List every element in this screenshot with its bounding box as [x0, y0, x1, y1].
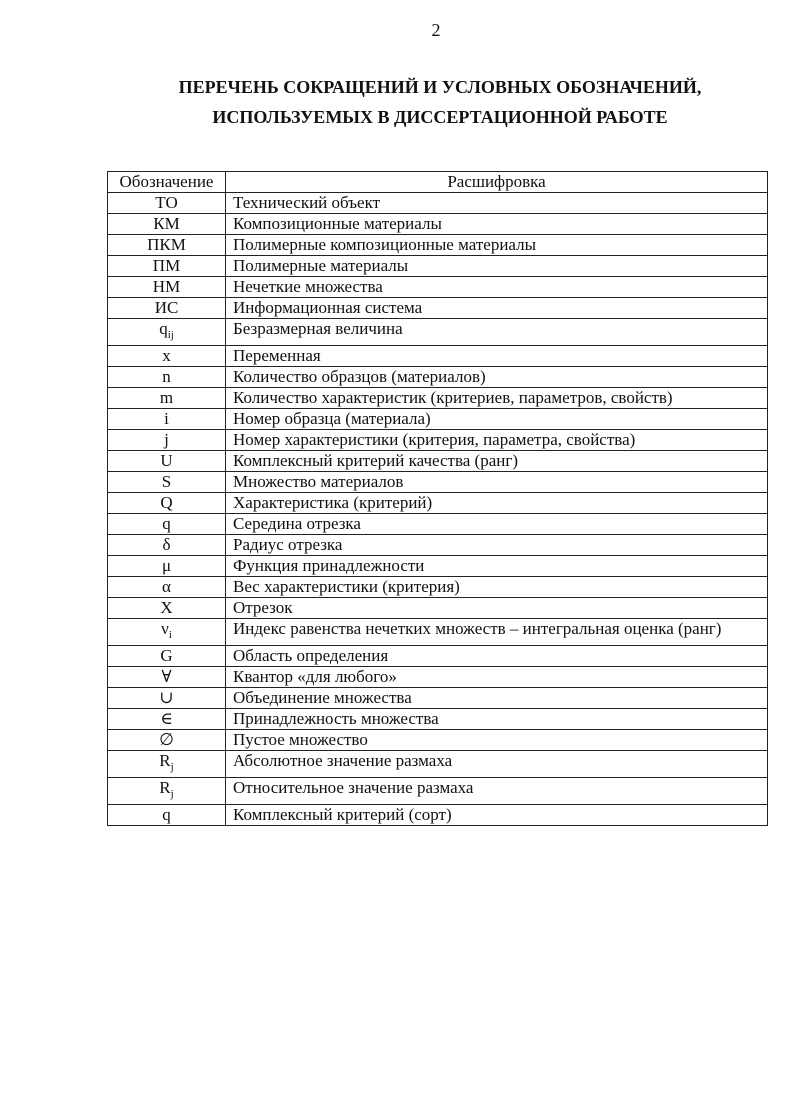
symbol-cell: [108, 298, 226, 319]
abbreviations-table: [107, 171, 768, 826]
symbol-text: НМ: [152, 277, 181, 296]
page-title: [100, 72, 780, 132]
symbol-cell: [108, 619, 226, 646]
symbol-text: ν: [161, 619, 169, 638]
meaning-cell: Нечеткие множества: [226, 277, 768, 298]
table-row: [108, 277, 768, 298]
symbol-cell: [108, 514, 226, 535]
meaning-cell: Номер образца (материала): [226, 409, 768, 430]
meaning-cell: Индекс равенства нечетких множеств – интегральная оценка (ранг): [226, 619, 768, 646]
meaning-cell: Переменная: [226, 346, 768, 367]
title-line-2: ИСПОЛЬЗУЕМЫХ В ДИССЕРТАЦИОННОЙ РАБОТЕ: [212, 107, 668, 127]
title-line-1: ПЕРЕЧЕНЬ СОКРАЩЕНИЙ И УСЛОВНЫХ ОБОЗНАЧЕНИЙ,: [178, 77, 702, 97]
symbol-text: q: [159, 319, 168, 338]
meaning-cell: Середина отрезка: [226, 514, 768, 535]
table-row: [108, 367, 768, 388]
meaning-cell: Количество образцов (материалов): [226, 367, 768, 388]
table-row: [108, 193, 768, 214]
table-row: [108, 667, 768, 688]
symbol-text: μ: [161, 556, 172, 575]
table-row: [108, 598, 768, 619]
meaning-cell: Комплексный критерий качества (ранг): [226, 451, 768, 472]
symbol-text: G: [160, 646, 173, 665]
symbol-text: j: [164, 430, 169, 449]
meaning-cell: Квантор «для любого»: [226, 667, 768, 688]
table-header-row: [108, 172, 768, 193]
symbol-text: ПКМ: [147, 235, 186, 254]
table-row: [108, 319, 768, 346]
meaning-cell: Полимерные композиционные материалы: [226, 235, 768, 256]
meaning-cell: Комплексный критерий (сорт): [226, 805, 768, 826]
meaning-cell: Информационная система: [226, 298, 768, 319]
meaning-cell: Множество материалов: [226, 472, 768, 493]
symbol-text: ПМ: [152, 256, 181, 275]
table-row: [108, 514, 768, 535]
meaning-cell: Область определения: [226, 646, 768, 667]
table-row: [108, 493, 768, 514]
symbol-text: R: [159, 778, 171, 797]
meaning-cell: Отрезок: [226, 598, 768, 619]
symbol-cell: [108, 493, 226, 514]
symbol-text: R: [159, 751, 171, 770]
symbol-cell: [108, 193, 226, 214]
symbol-text: ∈: [160, 709, 173, 728]
table-row: [108, 346, 768, 367]
page-number: 2: [431, 20, 441, 40]
meaning-cell: Безразмерная величина: [226, 319, 768, 346]
symbol-subscript: i: [168, 629, 172, 641]
meaning-cell: Принадлежность множества: [226, 709, 768, 730]
symbol-text: δ: [162, 535, 171, 554]
symbol-text: ∅: [159, 730, 174, 749]
symbol-cell: [108, 388, 226, 409]
symbol-text: α: [162, 577, 171, 596]
table-row: [108, 451, 768, 472]
symbol-text: X: [160, 598, 173, 617]
symbol-text: ∀: [161, 667, 172, 686]
symbol-cell: [108, 256, 226, 277]
symbol-cell: [108, 235, 226, 256]
symbol-cell: [108, 430, 226, 451]
symbol-text: КМ: [153, 214, 180, 233]
meaning-cell: Вес характеристики (критерия): [226, 577, 768, 598]
meaning-cell: Характеристика (критерий): [226, 493, 768, 514]
meaning-cell: Полимерные материалы: [226, 256, 768, 277]
meaning-cell: Номер характеристики (критерия, параметра, свойства): [226, 430, 768, 451]
table-row: [108, 298, 768, 319]
symbol-cell: [108, 556, 226, 577]
meaning-cell: Радиус отрезка: [226, 535, 768, 556]
symbol-cell: [108, 277, 226, 298]
symbol-cell: [108, 472, 226, 493]
symbol-subscript: j: [170, 788, 174, 800]
table-row: [108, 619, 768, 646]
symbol-text: ТО: [155, 193, 178, 212]
meaning-cell: Относительное значение размаха: [226, 778, 768, 805]
symbol-text: U: [160, 451, 173, 470]
meaning-cell: Технический объект: [226, 193, 768, 214]
table-row: [108, 430, 768, 451]
table-row: [108, 388, 768, 409]
table-row: [108, 778, 768, 805]
table-row: [108, 805, 768, 826]
symbol-cell: [108, 409, 226, 430]
symbol-text: n: [162, 367, 171, 386]
table-row: [108, 472, 768, 493]
column-header-meaning: Расшифровка: [226, 172, 768, 193]
symbol-cell: [108, 535, 226, 556]
symbol-text: q: [162, 514, 171, 533]
symbol-cell: [108, 451, 226, 472]
meaning-cell: Количество характеристик (критериев, параметров, свойств): [226, 388, 768, 409]
symbol-text: i: [164, 409, 169, 428]
meaning-cell: Пустое множество: [226, 730, 768, 751]
table-row: [108, 256, 768, 277]
symbol-cell: [108, 751, 226, 778]
meaning-cell: Объединение множества: [226, 688, 768, 709]
meaning-cell: Функция принадлежности: [226, 556, 768, 577]
symbol-subscript: j: [170, 761, 174, 773]
meaning-cell: Абсолютное значение размаха: [226, 751, 768, 778]
symbol-cell: [108, 598, 226, 619]
table-row: [108, 730, 768, 751]
table-body: [108, 193, 768, 826]
table-row: [108, 556, 768, 577]
table-row: [108, 577, 768, 598]
symbol-text: m: [159, 388, 174, 407]
symbol-cell: [108, 577, 226, 598]
symbol-text: Q: [160, 493, 173, 512]
symbol-cell: [108, 646, 226, 667]
table-row: [108, 235, 768, 256]
table-row: [108, 709, 768, 730]
meaning-cell: Композиционные материалы: [226, 214, 768, 235]
symbol-cell: [108, 319, 226, 346]
symbol-cell: [108, 805, 226, 826]
table-row: [108, 751, 768, 778]
symbol-text: q: [162, 805, 171, 824]
table-row: [108, 214, 768, 235]
symbol-cell: [108, 667, 226, 688]
symbol-text: S: [161, 472, 172, 491]
table-row: [108, 646, 768, 667]
symbol-text: ИС: [154, 298, 179, 317]
symbol-cell: [108, 688, 226, 709]
symbol-text: ∪: [159, 688, 174, 707]
symbol-cell: [108, 778, 226, 805]
table-row: [108, 688, 768, 709]
symbol-cell: [108, 709, 226, 730]
symbol-cell: [108, 346, 226, 367]
symbol-cell: [108, 730, 226, 751]
symbol-subscript: ij: [167, 329, 174, 341]
symbol-text: x: [162, 346, 171, 365]
column-header-symbol: Обозначение: [108, 172, 226, 193]
symbol-cell: [108, 367, 226, 388]
table-row: [108, 535, 768, 556]
table-row: [108, 409, 768, 430]
symbol-cell: [108, 214, 226, 235]
